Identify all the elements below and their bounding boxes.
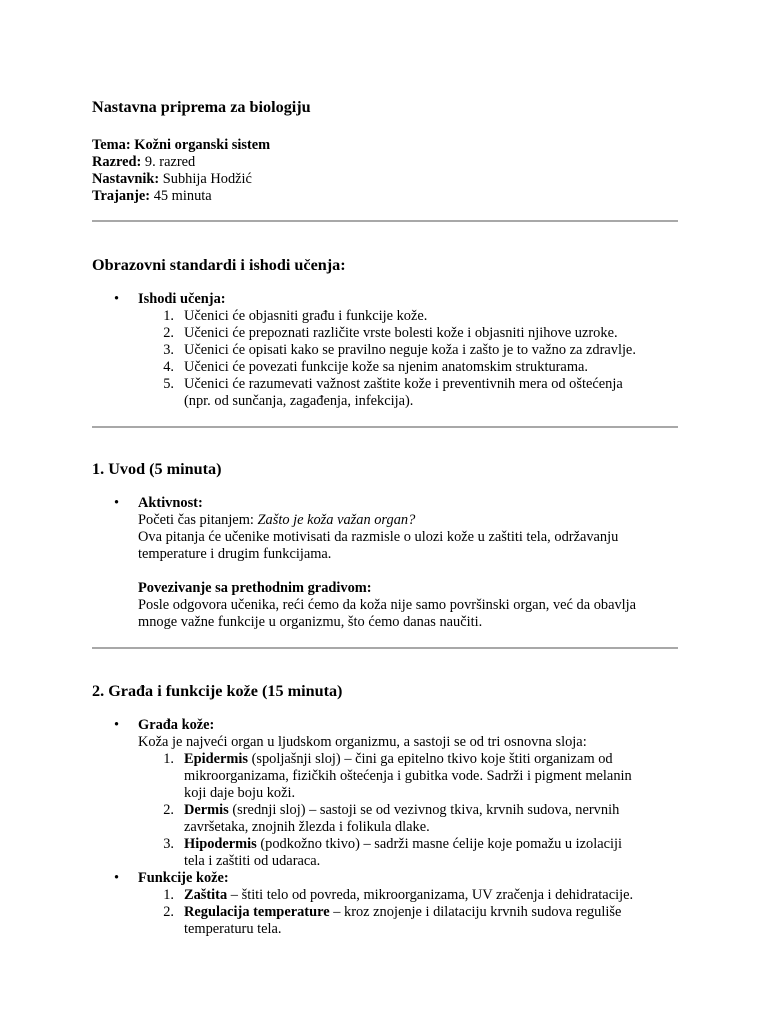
list-item (92, 717, 678, 870)
functions-list (138, 887, 678, 938)
list-item (92, 870, 678, 938)
divider (92, 220, 678, 222)
list-item: 3. Hipodermis (podkožno tkivo) – sadrži masne ćelije koje pomažu u izolaciji tela i zaštiti od udaraca. (163, 836, 623, 869)
connection-label: Povezivanje sa prethodnim gradivom: (138, 580, 372, 596)
intro-list (92, 495, 678, 631)
meta-teacher-value: Subhija Hodžić (162, 171, 252, 187)
list-item: 2. Učenici će prepoznati različite vrste bolesti kože i objasniti njihove uzroke. (163, 325, 618, 341)
meta-duration-label: Trajanje: (92, 188, 151, 204)
meta-teacher (92, 171, 678, 188)
list-item: 1. Učenici će objasniti građu i funkcije kože. (163, 308, 428, 324)
layers-list (138, 751, 678, 870)
document-body (92, 97, 678, 938)
meta-duration-value: 45 minuta (153, 188, 212, 204)
outcomes-label: Ishodi učenja: (138, 291, 226, 307)
document-title: Nastavna priprema za biologiju (92, 98, 311, 116)
section-heading-structure: 2. Građa i funkcije kože (15 minuta) (92, 682, 343, 700)
meta-duration (92, 188, 678, 205)
meta-topic (92, 137, 678, 154)
meta-grade-value: 9. razred (144, 154, 196, 170)
divider (92, 647, 678, 649)
list-item: 2. Regulacija temperature – kroz znojenje i dilataciju krvnih sudova reguliše temperaturu tela. (163, 904, 622, 937)
list-item: 1. Zaštita – štiti telo od povreda, mikroorganizama, UV zračenja i dehidratacije. (163, 887, 634, 903)
meta-topic-label: Tema: (92, 137, 131, 153)
activity-text: Ova pitanja će učenike motivisati da razmisle o ulozi kože u zaštiti tela, održavanju temperature i drugim funkcijama. (138, 529, 619, 562)
activity-question: Početi čas pitanjem: Zašto je koža važan organ? (138, 512, 416, 528)
functions-label: Funkcije kože: (138, 870, 229, 886)
meta-topic-value: Kožni organski sistem (134, 137, 271, 153)
structure-intro: Koža je najveći organ u ljudskom organizmu, a sastoji se od tri osnovna sloja: (138, 734, 587, 750)
list-item: 5. Učenici će razumevati važnost zaštite kože i preventivnih mera od oštećenja (npr. od sunčanja, zagađenja, infekcija). (163, 376, 623, 409)
meta-grade-label: Razred: (92, 154, 142, 170)
list-item (92, 291, 678, 410)
meta-teacher-label: Nastavnik: (92, 171, 160, 187)
lesson-meta (92, 137, 678, 205)
outcomes-list (138, 308, 678, 410)
list-item (92, 495, 678, 631)
meta-grade (92, 154, 678, 171)
activity-label: Aktivnost: (138, 495, 203, 511)
structure-list (92, 717, 678, 938)
list-item: 1. Epidermis (spoljašnji sloj) – čini ga epitelno tkivo koje štiti organizam od mikroorganizama, fizičkih oštećenja i gubitka vode. Sadrži i pigment melanin koji daje boju koži. (163, 751, 632, 801)
divider (92, 426, 678, 428)
section-heading-intro: 1. Uvod (5 minuta) (92, 460, 222, 478)
section-heading-standards: Obrazovni standardi i ishodi učenja: (92, 256, 346, 274)
list-item: 4. Učenici će povezati funkcije kože sa njenim anatomskim strukturama. (163, 359, 588, 375)
connection-text: Posle odgovora učenika, reći ćemo da koža nije samo površinski organ, već da obavlja mnoge važne funkcije u organizmu, što ćemo danas naučiti. (138, 597, 637, 630)
standards-list (92, 291, 678, 410)
list-item: 3. Učenici će opisati kako se pravilno neguje koža i zašto je to važno za zdravlje. (163, 342, 636, 358)
list-item: 2. Dermis (srednji sloj) – sastoji se od vezivnog tkiva, krvnih sudova, nervnih završetaka, znojnih žlezda i folikula dlake. (163, 802, 620, 835)
structure-label: Građa kože: (138, 717, 215, 733)
